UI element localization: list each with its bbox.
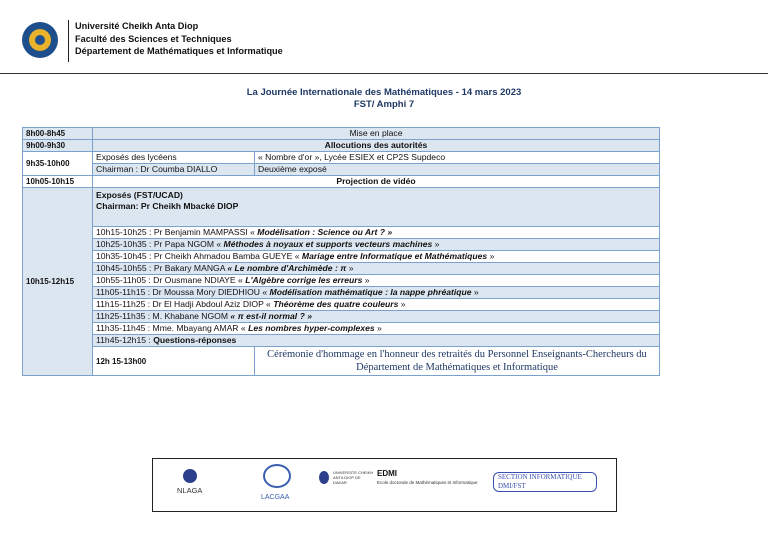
talk-cell <box>93 323 660 335</box>
talk-title: « Le nombre d'Archimède : π <box>227 263 347 273</box>
talk-cell <box>93 287 660 299</box>
talk-cell <box>93 311 660 323</box>
qa-time: 11h45-12h15 : <box>96 335 154 345</box>
time-cell: 10h05-10h15 <box>23 176 93 188</box>
header-divider <box>68 20 69 62</box>
university-name: Université Cheikh Anta Diop <box>75 21 199 31</box>
qa-title: Questions-réponses <box>153 335 237 345</box>
talk-title: L'Algèbre corrige les erreurs <box>245 275 363 285</box>
talk-suffix: » <box>432 239 440 249</box>
table-row <box>23 263 660 275</box>
edmi-logo-icon <box>319 471 329 484</box>
department-name: Département de Mathématiques et Informatique <box>75 46 283 56</box>
program-table <box>22 127 660 376</box>
talk-suffix: » <box>398 299 406 309</box>
ceremony-cell: Cérémonie d'hommage en l'honneur des retraités du Personnel Enseignants-Chercheurs du Département de Mathématiques et Informatique <box>255 347 660 376</box>
event-title <box>0 87 768 111</box>
talk-cell <box>93 239 660 251</box>
table-row <box>23 275 660 287</box>
qa-cell <box>93 335 660 347</box>
activity-cell: Allocutions des autorités <box>93 140 660 152</box>
event-title-line: La Journée Internationale des Mathématiques - 14 mars 2023 <box>246 87 522 98</box>
edmi-university: UNIVERSITE CHEIKH ANTA DIOP DE DAKAR <box>333 470 374 485</box>
ucad-logo-icon <box>22 22 58 58</box>
nlaga-label: NLAGA <box>177 486 203 495</box>
talks-heading: Exposés (FST/UCAD) <box>96 190 183 200</box>
talk-speaker: 10h55-11h05 : Dr Ousmane NDIAYE « <box>96 275 246 285</box>
talk-suffix: » <box>487 251 495 261</box>
dmi-line1: SECTION INFORMATIQUE <box>498 473 582 481</box>
dmi-section-logo <box>493 472 597 492</box>
lacgaa-label: LACGAA <box>261 494 290 501</box>
talks-header-cell <box>93 188 660 227</box>
activity-cell: Exposés des lycéens <box>93 152 255 164</box>
talk-title: Les nombres hyper-complexes <box>248 323 375 333</box>
talk-speaker: 11h35-11h45 : Mme. Mbayang AMAR « <box>96 323 249 333</box>
talk-title: Méthodes à noyaux et supports vecteurs machines <box>223 239 433 249</box>
table-row <box>23 251 660 263</box>
table-row <box>23 311 660 323</box>
talks-chairman: Chairman: Pr Cheikh Mbacké DIOP <box>96 201 239 211</box>
table-row <box>23 299 660 311</box>
talk-speaker: 10h45-10h55 : Pr Bakary MANGA <box>96 263 228 273</box>
activity-cell: Projection de vidéo <box>93 176 660 188</box>
talk-title: Modélisation mathématique : la nappe phréatique <box>269 287 472 297</box>
talk-suffix: » <box>362 275 370 285</box>
table-row <box>23 347 660 376</box>
event-venue: FST/ Amphi 7 <box>353 99 415 110</box>
time-cell: 9h35-10h00 <box>23 152 93 176</box>
talk-title: « π est-il normal ? » <box>230 311 312 321</box>
lacgaa-logo-icon <box>263 464 291 488</box>
talk-cell <box>93 251 660 263</box>
talk-title: Modélisation : Science ou Art ? » <box>257 227 393 237</box>
dmi-line2: DMI/FST <box>498 482 526 490</box>
sponsors-banner <box>152 458 617 512</box>
header-rule <box>0 73 768 74</box>
time-cell: 8h00-8h45 <box>23 128 93 140</box>
table-row <box>23 239 660 251</box>
table-row <box>23 128 660 140</box>
table-row <box>23 287 660 299</box>
talk-speaker: 11h25-11h35 : M. Khabane NGOM <box>96 311 231 321</box>
talk-speaker: 10h15-10h25 : Pr Benjamin MAMPASSI « <box>96 227 258 237</box>
table-row <box>23 323 660 335</box>
talk-speaker: 11h15-11h25 : Dr El Hadji Abdoul Aziz DIOP « <box>96 299 274 309</box>
time-cell: 12h 15-13h00 <box>93 347 255 376</box>
talk-speaker: 10h35-10h45 : Pr Cheikh Ahmadou Bamba GUEYE « <box>96 251 302 261</box>
activity-cell: Deuxième exposé <box>255 164 660 176</box>
talk-cell <box>93 275 660 287</box>
talk-suffix: » <box>346 263 354 273</box>
talk-title: Théorème des quatre couleurs <box>273 299 399 309</box>
activity-cell: Chairman : Dr Coumba DIALLO <box>93 164 255 176</box>
talk-suffix: » <box>471 287 479 297</box>
table-row <box>23 176 660 188</box>
talk-speaker: 11h05-11h15 : Dr Moussa Mory DIEDHIOU « <box>96 287 270 297</box>
letterhead <box>22 20 283 62</box>
table-row <box>23 140 660 152</box>
nlaga-logo-icon <box>183 469 197 483</box>
talk-cell <box>93 227 660 239</box>
talk-speaker: 10h25-10h35 : Pr Papa NGOM « <box>96 239 224 249</box>
table-row <box>23 227 660 239</box>
talk-suffix: » <box>374 323 382 333</box>
edmi-subtitle: Ecole doctorale de Mathématiques et Informatique <box>377 480 478 485</box>
edmi-title: EDMI <box>377 469 397 478</box>
time-cell: 10h15-12h15 <box>23 188 93 376</box>
table-row <box>23 335 660 347</box>
activity-cell: Mise en place <box>93 128 660 140</box>
activity-cell: « Nombre d'or », Lycée ESIEX et CP2S Supdeco <box>255 152 660 164</box>
table-row <box>23 152 660 164</box>
table-row <box>23 188 660 227</box>
time-cell: 9h00-9h30 <box>23 140 93 152</box>
talk-title: Mariage entre Informatique et Mathématiques <box>301 251 488 261</box>
table-row <box>23 164 660 176</box>
talk-cell <box>93 263 660 275</box>
talk-cell <box>93 299 660 311</box>
faculty-name: Faculté des Sciences et Techniques <box>75 33 232 44</box>
